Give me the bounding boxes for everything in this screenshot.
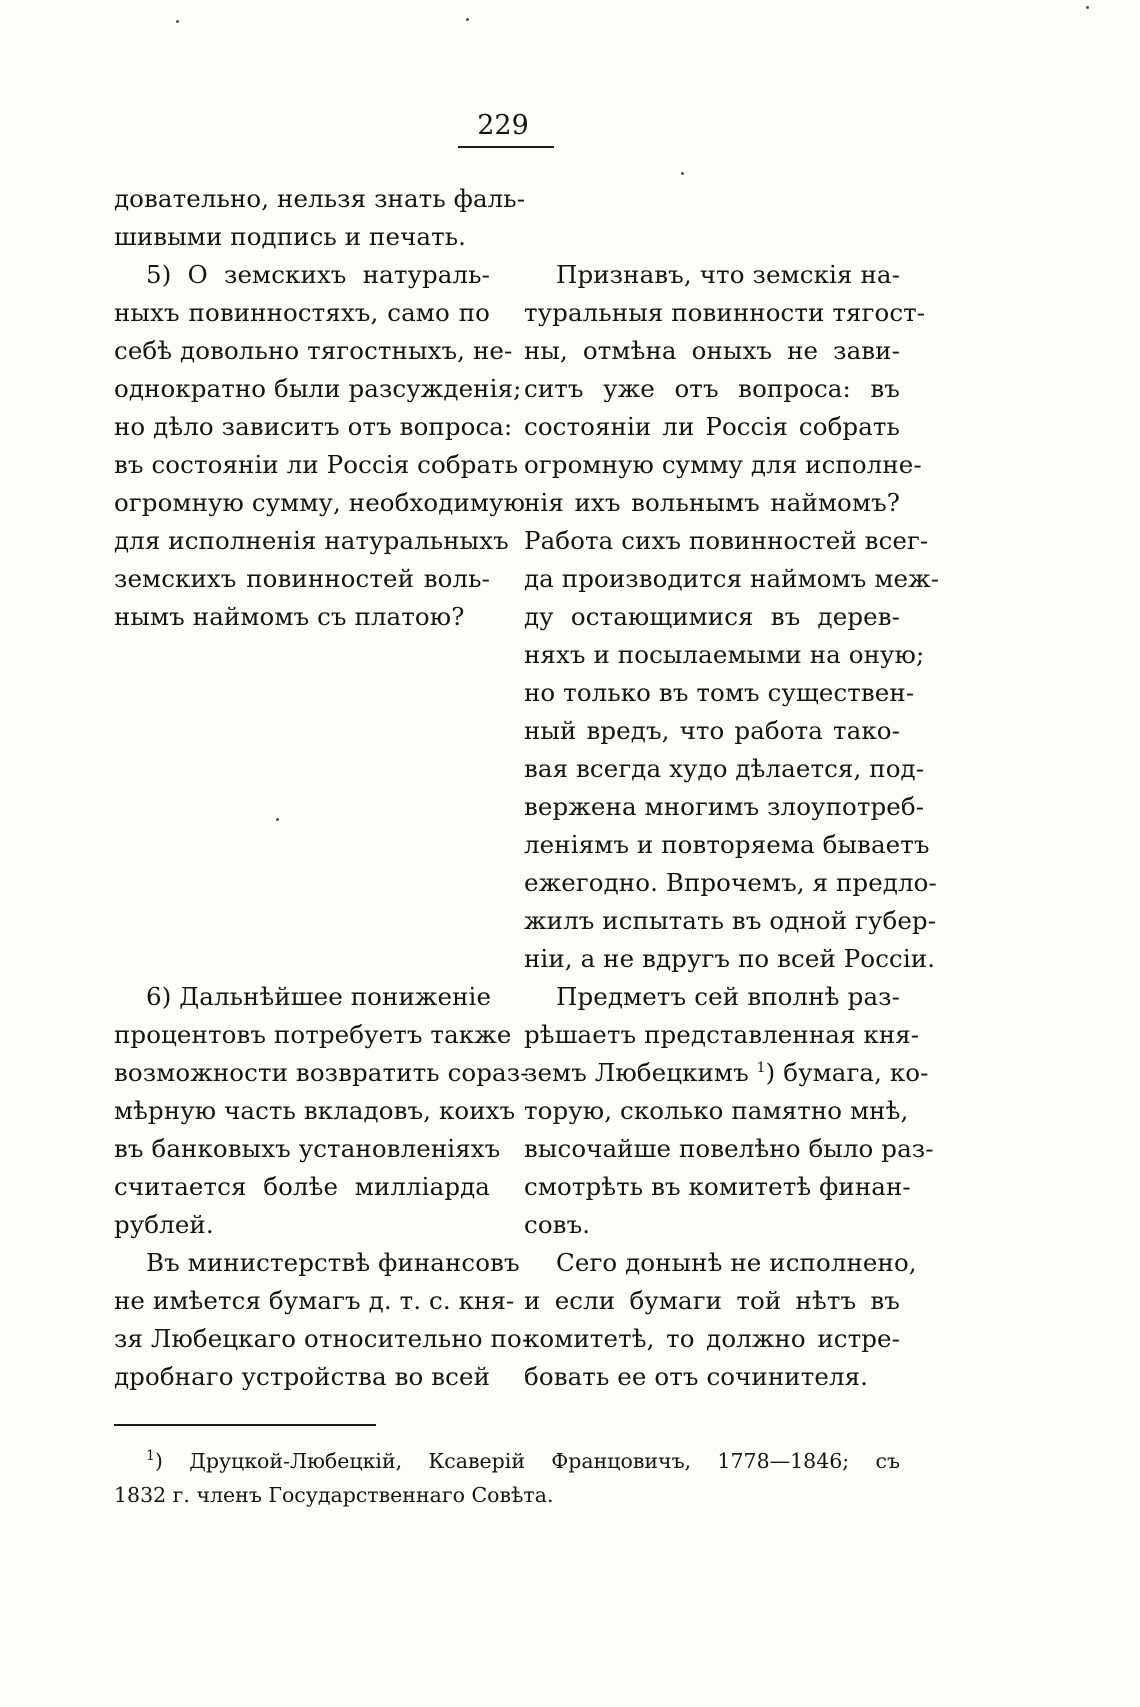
text-line: туральныя повинности тягост-: [524, 298, 926, 327]
text-line: да производится наймомъ меж-: [524, 564, 940, 593]
footnote-reference: 1: [756, 1059, 766, 1076]
scan-speck: [176, 20, 179, 23]
text-line: дробнаго устройства во всей: [114, 1362, 490, 1391]
text-line: жилъ испытать въ одной губер-: [524, 906, 937, 935]
text-line: однократно были разсужденія;: [114, 374, 522, 403]
text-line: ны, отмѣна оныхъ не зави-: [524, 336, 900, 365]
text-line: но дѣло зависитъ отъ вопроса:: [114, 412, 513, 441]
text-line: 6) Дальнѣйшее пониженіе: [146, 982, 492, 1011]
text-line: возможности возвратить сораз-: [114, 1058, 529, 1087]
text-line: ный вредъ, что работа тако-: [524, 716, 900, 745]
text-line: огромную сумму для исполне-: [524, 450, 922, 479]
text-line: леніямъ и повторяема бываетъ: [524, 830, 930, 859]
text-line: процентовъ потребуетъ также: [114, 1020, 512, 1049]
right-column-block-3: [524, 1244, 917, 1396]
page-number: 229: [477, 110, 529, 141]
left-column-block-3: [114, 978, 529, 1244]
page-number-rule: [458, 146, 554, 148]
footnote: [114, 1444, 900, 1512]
text-line: шивыми подпись и печать.: [114, 222, 467, 251]
text-line: вержена многимъ злоупотреб-: [524, 792, 925, 821]
text-line: Сего донынѣ не исполнено,: [556, 1248, 917, 1277]
text-line: торую, сколько памятно мнѣ,: [524, 1096, 909, 1125]
scan-speck: [466, 18, 469, 21]
text-line: смотрѣть въ комитетѣ финан-: [524, 1172, 911, 1201]
text-line: нія ихъ вольнымъ наймомъ?: [524, 488, 900, 517]
text-line: ежегодно. Впрочемъ, я предло-: [524, 868, 937, 897]
text-line: ніи, а не вдругъ по всей Россіи.: [524, 944, 936, 973]
text-line: и если бумаги той нѣтъ въ: [524, 1286, 900, 1315]
text-line: рублей.: [114, 1210, 214, 1239]
footnote-text: ) Друцкой-Любецкій, Ксаверій Францовичъ, 1778—1846; съ: [154, 1449, 900, 1473]
scan-speck: [681, 172, 684, 175]
text-line: Работа сихъ повинностей всег-: [524, 526, 929, 555]
left-column-block-2: [114, 256, 525, 636]
text-line: рѣшаетъ представленная кня-: [524, 1020, 920, 1049]
left-column-block-4: [114, 1244, 531, 1396]
text-line: совъ.: [524, 1210, 591, 1239]
text-line: въ банковыхъ установленіяхъ: [114, 1134, 501, 1163]
scan-speck: [1086, 6, 1089, 9]
right-column-block-2: [524, 978, 934, 1244]
text-line: няхъ и посылаемыми на оную;: [524, 640, 925, 669]
left-column-block-1: [114, 180, 526, 256]
footnote-rule: [114, 1424, 376, 1426]
text-line: зя Любецкаго относительно по-: [114, 1324, 531, 1353]
footnote-marker: 1: [146, 1448, 155, 1465]
right-column-block-1: [524, 256, 940, 978]
text-line: [524, 1054, 929, 1092]
text-line: Признавъ, что земскія на-: [556, 260, 900, 289]
text-line: земскихъ повинностей воль-: [114, 564, 490, 593]
text-line: Въ министерствѣ финансовъ: [146, 1248, 520, 1277]
text-line: огромную сумму, необходимую: [114, 488, 525, 517]
text-line: 5) О земскихъ натураль-: [146, 260, 490, 289]
text-line: состояніи ли Россія собрать: [524, 412, 900, 441]
text-line: нымъ наймомъ съ платою?: [114, 602, 465, 631]
text-line: комитетѣ, то должно истре-: [524, 1324, 900, 1353]
text-line: себѣ довольно тягостныхъ, не-: [114, 336, 513, 365]
text-line: ныхъ повинностяхъ, само по: [114, 298, 490, 327]
scan-speck: [276, 818, 279, 821]
text-line: высочайше повелѣно было раз-: [524, 1134, 934, 1163]
footnote-line: 1832 г. членъ Государственнаго Совѣта.: [114, 1483, 554, 1507]
text-line: для исполненія натуральныхъ: [114, 526, 509, 555]
text-line: считается болѣе миллiарда: [114, 1172, 490, 1201]
text-line: ду остающимися въ дерев-: [524, 602, 900, 631]
footnote-line: [114, 1444, 900, 1478]
text-line: не имѣется бумагъ д. т. с. кня-: [114, 1286, 515, 1315]
text-line: довательно, нельзя знать фаль-: [114, 184, 526, 213]
text-line: ситъ уже отъ вопроса: въ: [524, 374, 900, 403]
text-line: въ состояніи ли Россія собрать: [114, 450, 519, 479]
text-line: Предметъ сей вполнѣ раз-: [556, 982, 900, 1011]
text-fragment: ) бумага, ко-: [765, 1058, 929, 1087]
text-line: мѣрную часть вкладовъ, коихъ: [114, 1096, 516, 1125]
text-line: бовать ее отъ сочинителя.: [524, 1362, 869, 1391]
text-fragment: земъ Любецкимъ: [524, 1058, 749, 1087]
text-line: вая всегда худо дѣлается, под-: [524, 754, 925, 783]
text-line: но только въ томъ существен-: [524, 678, 915, 707]
